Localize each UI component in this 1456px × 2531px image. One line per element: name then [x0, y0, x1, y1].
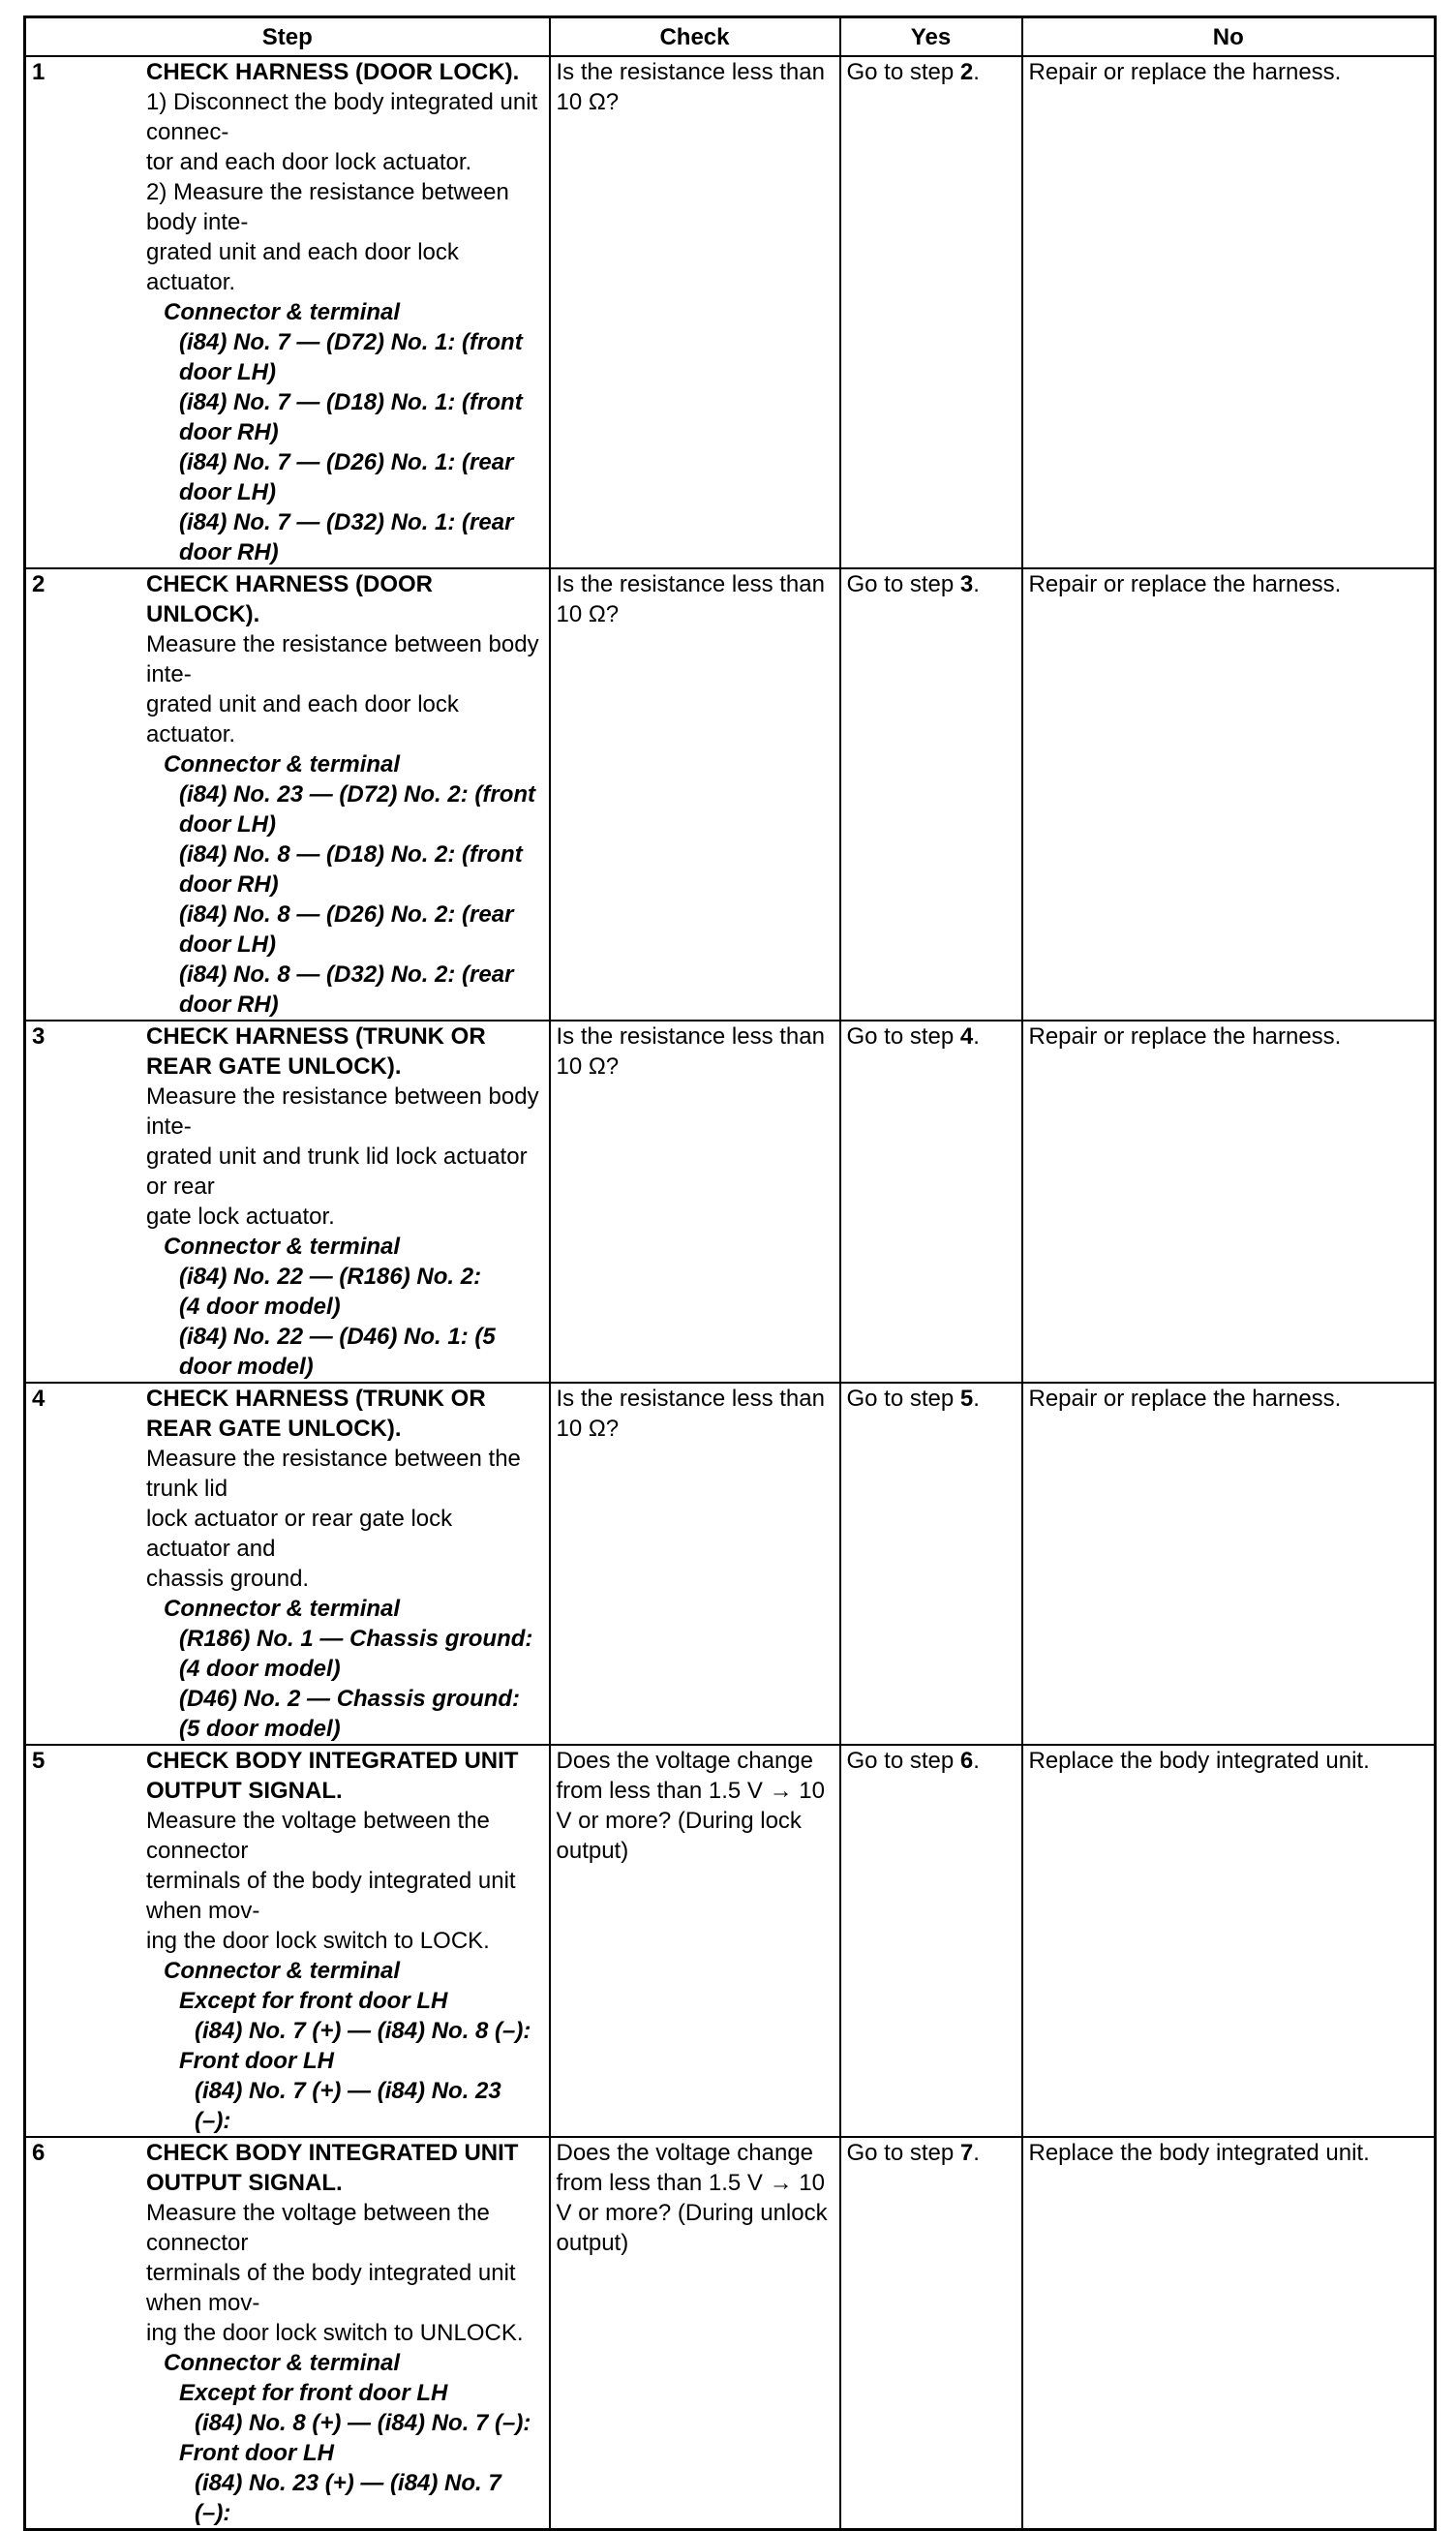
step-instruction: ing the door lock switch to LOCK.: [146, 1928, 490, 1954]
step-number: 2: [32, 571, 46, 597]
yes-cell: [840, 568, 1022, 1021]
no-cell: Repair or replace the harness.: [1022, 1021, 1436, 1383]
yes-prefix: Go to step: [846, 1748, 960, 1774]
no-cell: Repair or replace the harness.: [1022, 56, 1436, 568]
no-cell: Replace the body integrated unit.: [1022, 1745, 1436, 2137]
table-row: [25, 56, 1436, 568]
step-instruction: terminals of the body integrated unit when mov-: [146, 2260, 523, 2316]
step-instruction: grated unit and each door lock actuator.: [146, 239, 466, 295]
yes-cell: [840, 1745, 1022, 2137]
step-cell: [25, 568, 550, 1021]
step-number: 5: [32, 1748, 46, 1774]
connector-terminal-spec: Front door LH: [179, 2440, 334, 2466]
table-row: [25, 1021, 1436, 1383]
step-cell: [25, 1745, 550, 2137]
yes-cell: [840, 1021, 1022, 1383]
header-step: Step: [25, 17, 550, 57]
step-instruction: 2) Measure the resistance between body inte-: [146, 179, 516, 235]
step-number: 6: [32, 2140, 46, 2166]
check-cell: Is the resistance less than 10 Ω?: [550, 1383, 840, 1745]
step-instruction: grated unit and trunk lid lock actuator or rear: [146, 1144, 534, 1200]
connector-terminal-spec: Front door LH: [179, 2048, 334, 2074]
no-cell: Repair or replace the harness.: [1022, 568, 1436, 1021]
connector-terminal-spec: (4 door model): [179, 1294, 341, 1320]
connector-terminal-spec: (i84) No. 8 — (D32) No. 2: (rear door RH): [179, 961, 521, 1018]
yes-prefix: Go to step: [846, 1386, 960, 1412]
connector-terminal-spec: Except for front door LH: [179, 1988, 448, 2014]
check-cell: Is the resistance less than 10 Ω?: [550, 1021, 840, 1383]
connector-terminal-spec: Connector & terminal: [164, 1234, 401, 1260]
step-title: CHECK HARNESS (DOOR UNLOCK).: [146, 571, 434, 627]
connector-terminal-spec: Connector & terminal: [164, 2350, 401, 2376]
connector-terminal-spec: (i84) No. 7 — (D18) No. 1: (front door RH): [179, 389, 530, 445]
connector-terminal-spec: Connector & terminal: [164, 299, 401, 325]
yes-suffix: .: [973, 571, 980, 597]
step-instruction: Measure the resistance between the trunk lid: [146, 1446, 528, 1502]
step-number: 4: [32, 1386, 46, 1412]
yes-cell: [840, 56, 1022, 568]
yes-step-ref: 2: [959, 59, 974, 85]
step-title: CHECK HARNESS (TRUNK OR REAR GATE UNLOCK).: [146, 1023, 486, 1080]
step-instruction: ing the door lock switch to UNLOCK.: [146, 2320, 524, 2346]
yes-step-ref: 6: [959, 1748, 974, 1774]
connector-terminal-spec: (i84) No. 7 — (D32) No. 1: (rear door RH): [179, 509, 521, 565]
connector-terminal-spec: (i84) No. 7 — (D26) No. 1: (rear door LH): [179, 449, 521, 505]
step-cell: [25, 56, 550, 568]
yes-cell: [840, 1383, 1022, 1745]
yes-step-ref: 5: [959, 1386, 974, 1412]
step-cell: [25, 2137, 550, 2530]
step-instruction: Measure the resistance between body inte-: [146, 631, 546, 687]
yes-prefix: Go to step: [846, 2140, 960, 2166]
header-yes: Yes: [840, 17, 1022, 57]
step-number: 1: [32, 59, 46, 85]
check-cell: Does the voltage change from less than 1.5 V → 10 V or more? (During lock output): [550, 1745, 840, 2137]
header-row: [25, 17, 1436, 57]
connector-terminal-spec: (4 door model): [179, 1656, 341, 1682]
step-instruction: terminals of the body integrated unit when mov-: [146, 1868, 523, 1924]
step-instruction: Measure the voltage between the connector: [146, 2200, 497, 2256]
step-cell: [25, 1383, 550, 1745]
table-row: [25, 2137, 1436, 2530]
header-no: No: [1022, 17, 1436, 57]
connector-terminal-spec: Connector & terminal: [164, 1958, 401, 1984]
step-instruction: tor and each door lock actuator.: [146, 149, 472, 175]
no-cell: Repair or replace the harness.: [1022, 1383, 1436, 1745]
step-number: 3: [32, 1023, 46, 1050]
yes-suffix: .: [973, 59, 980, 85]
step-body: [146, 1746, 543, 2136]
check-cell: Is the resistance less than 10 Ω?: [550, 56, 840, 568]
header-check: Check: [550, 17, 840, 57]
yes-step-ref: 3: [959, 571, 974, 597]
connector-terminal-spec: Connector & terminal: [164, 1596, 401, 1622]
diagnostic-table: [23, 15, 1437, 2531]
step-body: [146, 57, 543, 567]
step-instruction: Measure the voltage between the connector: [146, 1808, 497, 1864]
step-title: CHECK BODY INTEGRATED UNIT OUTPUT SIGNAL.: [146, 1748, 519, 1804]
step-title: CHECK HARNESS (TRUNK OR REAR GATE UNLOCK).: [146, 1386, 486, 1442]
connector-terminal-spec: (i84) No. 7 (+) — (i84) No. 8 (–):: [195, 2018, 531, 2044]
table-row: [25, 1745, 1436, 2137]
connector-terminal-spec: (R186) No. 1 — Chassis ground:: [179, 1626, 533, 1652]
connector-terminal-spec: (i84) No. 23 — (D72) No. 2: (front door LH): [179, 781, 542, 838]
connector-terminal-spec: (D46) No. 2 — Chassis ground:: [179, 1686, 521, 1712]
yes-step-ref: 4: [959, 1023, 974, 1050]
step-body: [146, 1022, 546, 1382]
connector-terminal-spec: (i84) No. 22 — (R186) No. 2:: [179, 1264, 482, 1290]
yes-cell: [840, 2137, 1022, 2530]
step-instruction: gate lock actuator.: [146, 1204, 335, 1230]
no-cell: Replace the body integrated unit.: [1022, 2137, 1436, 2530]
yes-suffix: .: [973, 2140, 980, 2166]
yes-step-ref: 7: [959, 2140, 974, 2166]
check-cell: Does the voltage change from less than 1.5 V → 10 V or more? (During unlock output): [550, 2137, 840, 2530]
connector-terminal-spec: Except for front door LH: [179, 2380, 448, 2406]
connector-terminal-spec: (i84) No. 8 — (D26) No. 2: (rear door LH): [179, 901, 521, 958]
yes-suffix: .: [973, 1386, 980, 1412]
step-instruction: chassis ground.: [146, 1566, 310, 1592]
yes-prefix: Go to step: [846, 571, 960, 597]
yes-suffix: .: [973, 1023, 980, 1050]
connector-terminal-spec: (i84) No. 23 (+) — (i84) No. 7 (–):: [195, 2470, 508, 2526]
connector-terminal-spec: Connector & terminal: [164, 751, 401, 778]
yes-suffix: .: [973, 1748, 980, 1774]
step-instruction: 1) Disconnect the body integrated unit connec-: [146, 89, 544, 145]
connector-terminal-spec: (i84) No. 8 — (D18) No. 2: (front door RH): [179, 841, 530, 898]
yes-prefix: Go to step: [846, 59, 960, 85]
table-row: [25, 568, 1436, 1021]
step-instruction: grated unit and each door lock actuator.: [146, 691, 466, 747]
table-body: [25, 56, 1436, 2530]
step-title: CHECK HARNESS (DOOR LOCK).: [146, 59, 520, 85]
connector-terminal-spec: (5 door model): [179, 1716, 341, 1742]
connector-terminal-spec: (i84) No. 22 — (D46) No. 1: (5 door model): [179, 1324, 502, 1380]
step-title: CHECK BODY INTEGRATED UNIT OUTPUT SIGNAL.: [146, 2140, 519, 2196]
connector-terminal-spec: (i84) No. 7 (+) — (i84) No. 23 (–):: [195, 2078, 508, 2134]
step-body: [146, 1384, 543, 1744]
table-row: [25, 1383, 1436, 1745]
yes-prefix: Go to step: [846, 1023, 960, 1050]
step-cell: [25, 1021, 550, 1383]
step-instruction: lock actuator or rear gate lock actuator and: [146, 1506, 459, 1562]
check-cell: Is the resistance less than 10 Ω?: [550, 568, 840, 1021]
step-body: [146, 2138, 543, 2528]
connector-terminal-spec: (i84) No. 8 (+) — (i84) No. 7 (–):: [195, 2410, 531, 2436]
step-body: [146, 569, 546, 1020]
connector-terminal-spec: (i84) No. 7 — (D72) No. 1: (front door LH): [179, 329, 530, 385]
step-instruction: Measure the resistance between body inte-: [146, 1083, 546, 1140]
